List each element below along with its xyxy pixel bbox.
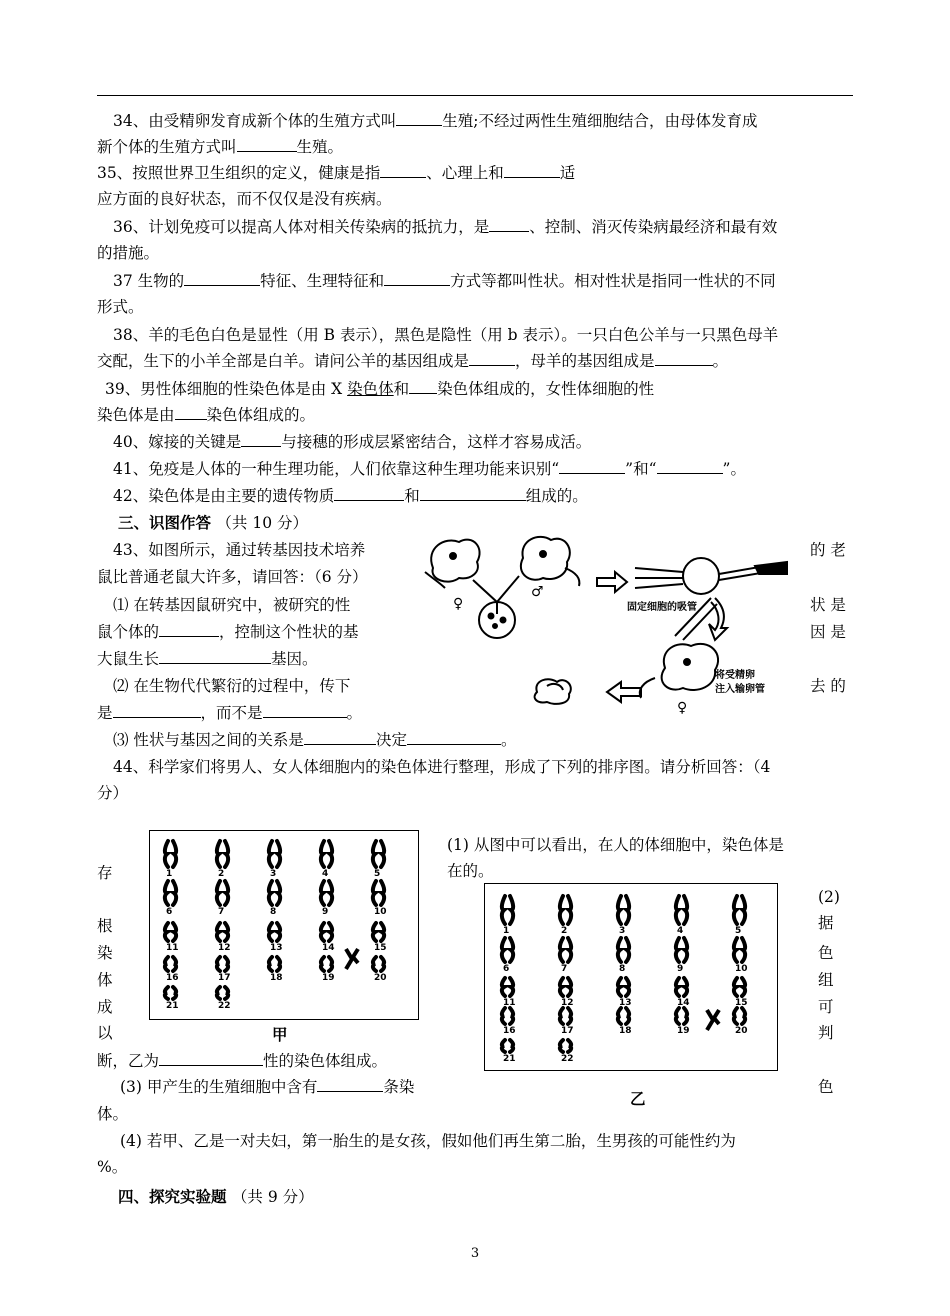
chromosome-number: 4 bbox=[677, 926, 684, 936]
chromosome-number: 16 bbox=[503, 1026, 516, 1036]
chromosome-number: 9 bbox=[322, 907, 329, 917]
q44-right-char-1: 色 bbox=[818, 944, 834, 962]
chromosome-number: 21 bbox=[503, 1054, 516, 1064]
q39-line1: 39、男性体细胞的性染色体是由 X 染色体和 染色体组成的，女性体细胞的性 bbox=[105, 380, 655, 398]
q43-l4: 鼠个体的 ，控制这个性状的基 bbox=[97, 623, 359, 641]
q44-p3-end: 体。 bbox=[97, 1105, 129, 1123]
chromosome-number: 2 bbox=[561, 926, 568, 936]
chromosome-pair bbox=[165, 987, 179, 1011]
chromosome-number: 19 bbox=[322, 973, 335, 983]
chromosome-number: 17 bbox=[561, 1026, 574, 1036]
chromosome-pair bbox=[734, 1008, 748, 1036]
sex-chromosomes bbox=[707, 1010, 719, 1030]
chromosome-number: 1 bbox=[166, 869, 173, 879]
male-symbol: ♂ bbox=[531, 584, 544, 600]
chromosome-pair bbox=[165, 881, 176, 917]
chromosome-number: 11 bbox=[503, 998, 516, 1008]
chromosome-pair bbox=[560, 1040, 574, 1064]
chromosome-pair bbox=[165, 923, 179, 953]
karyotype-jia bbox=[149, 830, 419, 1020]
label-jia: 甲 bbox=[272, 1025, 288, 1044]
chromosome-number: 15 bbox=[374, 943, 387, 953]
chromosome-number: 14 bbox=[322, 943, 335, 953]
section-4-title: 四、探究实验题 （共 9 分） bbox=[118, 1187, 314, 1206]
q38-line2: 交配，生下的小羊全部是白羊。请问公羊的基因组成是 ，母羊的基因组成是 。 bbox=[97, 352, 729, 370]
chromosome-pair bbox=[560, 1008, 574, 1036]
chromosome-pair bbox=[676, 1008, 690, 1036]
chromosome-pair bbox=[502, 978, 516, 1008]
q44-left-char-2: 根 bbox=[97, 917, 113, 935]
q44-left-char-5: 成 bbox=[97, 998, 113, 1016]
chromosome-number: 6 bbox=[503, 964, 510, 974]
q43-l1: 43、如图所示，通过转基因技术培养 bbox=[113, 541, 366, 559]
chromosome-number: 5 bbox=[735, 926, 742, 936]
q44-p4-end: %。 bbox=[97, 1158, 128, 1176]
chromosome-pair bbox=[502, 938, 513, 974]
chromosome-number: 7 bbox=[218, 907, 225, 917]
q44-left-char-6: 以 bbox=[97, 1024, 113, 1042]
q43-r6: 去 的 bbox=[810, 677, 846, 695]
label-yi: 乙 bbox=[630, 1089, 646, 1108]
q38-line1: 38、羊的毛色白色是显性（用 B 表示），黑色是隐性（用 b 表示）。一只白色公羊与一只黑色母羊 bbox=[113, 326, 779, 344]
chromosome-pair bbox=[165, 957, 179, 983]
q44-right-char-3: 可 bbox=[818, 998, 834, 1016]
chromosome-pair bbox=[676, 896, 687, 936]
sex-chromosomes bbox=[346, 949, 358, 969]
chromosome-number: 13 bbox=[619, 998, 632, 1008]
q44-p1a: (1) 从图中可以看出，在人的体细胞中，染色体是 bbox=[447, 836, 784, 854]
q44-p2: (2) bbox=[818, 888, 840, 906]
chromosome-number: 18 bbox=[619, 1026, 632, 1036]
chromosome-number: 8 bbox=[270, 907, 277, 917]
q43-l3: ⑴ 在转基因鼠研究中，被研究的性 bbox=[113, 596, 351, 614]
q43-r4: 因 是 bbox=[810, 623, 846, 641]
female-symbol-2: ♀ bbox=[677, 700, 688, 716]
chromosome-pair bbox=[373, 923, 387, 953]
chromosome-pair bbox=[560, 978, 574, 1008]
q44-right-char-0: 据 bbox=[818, 914, 834, 932]
chromosome-pair bbox=[676, 978, 690, 1008]
q44-l2: 分） bbox=[97, 784, 129, 802]
chromosome-number: 1 bbox=[503, 926, 510, 936]
chromosome-pair bbox=[217, 957, 231, 983]
chromosome-pair bbox=[321, 923, 335, 953]
q44-right-char-2: 组 bbox=[818, 971, 834, 989]
chromosome-number: 12 bbox=[218, 943, 231, 953]
header-rule bbox=[97, 95, 853, 96]
chromosome-number: 21 bbox=[166, 1001, 179, 1011]
chromosome-pair bbox=[217, 881, 228, 917]
chromosome-pair bbox=[373, 957, 387, 983]
chromosome-pair bbox=[321, 841, 332, 879]
q44-p2-end: 断，乙为 性的染色体组成。 bbox=[97, 1052, 388, 1070]
chromosome-pair bbox=[269, 923, 283, 953]
fig-label-inject: 将受精卵 bbox=[715, 670, 755, 681]
chromosome-pair bbox=[373, 881, 387, 917]
chromosome-pair bbox=[165, 841, 176, 879]
chromosome-pair bbox=[560, 896, 571, 936]
chromosome-number: 20 bbox=[374, 973, 387, 983]
q44-p4: (4) 若甲、乙是一对夫妇，第一胎生的是女孩，假如他们再生第二胎，生男孩的可能性约为 bbox=[120, 1132, 736, 1150]
chromosome-pair bbox=[734, 978, 748, 1008]
chromosome-pair bbox=[560, 938, 571, 974]
chromosome-pair bbox=[269, 881, 280, 917]
chromosome-pair bbox=[373, 841, 384, 879]
chromosome-pair bbox=[321, 881, 332, 917]
q44-left-char-0: 存 bbox=[97, 864, 113, 882]
chromosome-number: 3 bbox=[619, 926, 626, 936]
q43-l6: ⑵ 在生物代代繁衍的过程中，传下 bbox=[113, 677, 351, 695]
q44-right-char-4: 判 bbox=[818, 1024, 834, 1042]
chromosome-pair bbox=[618, 1008, 632, 1036]
chromosome-number: 20 bbox=[735, 1026, 748, 1036]
q42: 42、染色体是由主要的遗传物质 和 组成的。 bbox=[113, 487, 588, 505]
chromosome-pair bbox=[217, 987, 231, 1011]
q34-line2: 新个体的生殖方式叫 生殖。 bbox=[97, 138, 344, 156]
chromosome-number: 6 bbox=[166, 907, 173, 917]
q43-r3: 状 是 bbox=[810, 596, 846, 614]
transgenic-mouse-figure bbox=[415, 528, 807, 720]
chromosome-pair bbox=[734, 938, 748, 974]
chromosome-pair bbox=[502, 896, 513, 936]
chromosome-number: 16 bbox=[166, 973, 179, 983]
q37-line2: 形式。 bbox=[97, 298, 144, 316]
q37-line1: 37 生物的 特征、生理特征和 方式等都叫性状。相对性状是指同一性状的不同 bbox=[113, 272, 776, 290]
q44-p3-right: 色 bbox=[818, 1078, 834, 1096]
q43-l2: 鼠比普通老鼠大许多，请回答：（6 分） bbox=[97, 568, 368, 586]
chromosome-pair bbox=[502, 1040, 516, 1064]
q43-l7: 是 ，而不是 。 bbox=[97, 704, 363, 722]
chromosome-number: 5 bbox=[374, 869, 381, 879]
page-number: 3 bbox=[470, 1246, 480, 1261]
chromosome-pair bbox=[321, 957, 335, 983]
karyotype-jia-chromosomes bbox=[150, 831, 418, 1019]
fig-label-pipette: 固定细胞的吸管 bbox=[627, 602, 697, 613]
q34-line1: 34、由受精卵发育成新个体的生殖方式叫 生殖;不经过两性生殖细胞结合，由母体发育成 bbox=[113, 112, 758, 130]
q43-r1: 的 老 bbox=[810, 541, 846, 559]
q44-p1b: 在的。 bbox=[447, 862, 494, 880]
chromosome-number: 22 bbox=[218, 1001, 231, 1011]
q35-line2: 应方面的良好状态，而不仅仅是没有疾病。 bbox=[97, 190, 392, 208]
female-symbol: ♀ bbox=[453, 596, 464, 612]
q44-left-char-4: 体 bbox=[97, 971, 113, 989]
chromosome-number: 14 bbox=[677, 998, 690, 1008]
fig-label-inject-2: 注入输卵管 bbox=[715, 684, 765, 695]
q40: 40、嫁接的关键是 与接穗的形成层紧密结合，这样才容易成活。 bbox=[113, 433, 592, 451]
section-3-title: 三、识图作答 （共 10 分） bbox=[118, 513, 308, 532]
chromosome-pair bbox=[618, 978, 632, 1008]
chromosome-number: 7 bbox=[561, 964, 568, 974]
chromosome-pair bbox=[618, 938, 629, 974]
chromosome-pair bbox=[734, 896, 745, 936]
chromosome-number: 18 bbox=[270, 973, 283, 983]
q44-p3: (3) 甲产生的生殖细胞中含有 条染 bbox=[120, 1078, 415, 1096]
chromosome-number: 22 bbox=[561, 1054, 574, 1064]
q44-l1: 44、科学家们将男人、女人体细胞内的染色体进行整理，形成了下列的排序图。请分析回答：（4 bbox=[113, 758, 771, 776]
q44-left-char-3: 染 bbox=[97, 944, 113, 962]
chromosome-number: 15 bbox=[735, 998, 748, 1008]
chromosome-number: 13 bbox=[270, 943, 283, 953]
chromosome-number: 17 bbox=[218, 973, 231, 983]
chromosome-pair bbox=[269, 957, 283, 983]
karyotype-yi-chromosomes bbox=[485, 884, 777, 1070]
chromosome-pair bbox=[676, 938, 687, 974]
q39-line2: 染色体是由 染色体组成的。 bbox=[97, 406, 316, 424]
chromosome-number: 19 bbox=[677, 1026, 690, 1036]
karyotype-yi bbox=[484, 883, 778, 1071]
chromosome-number: 9 bbox=[677, 964, 684, 974]
q36-line2: 的措施。 bbox=[97, 244, 160, 262]
chromosome-number: 3 bbox=[270, 869, 277, 879]
q36-line1: 36、计划免疫可以提高人体对相关传染病的抵抗力，是 、控制、消灭传染病最经济和最有效 bbox=[113, 218, 778, 236]
q41: 41、免疫是人体的一种生理功能，人们依靠这种生理功能来识别“ ”和“ ”。 bbox=[113, 460, 746, 478]
chromosome-number: 10 bbox=[374, 907, 387, 917]
chromosome-number: 2 bbox=[218, 869, 225, 879]
chromosome-pair bbox=[618, 896, 629, 936]
chromosome-pair bbox=[269, 841, 280, 879]
chromosome-number: 11 bbox=[166, 943, 179, 953]
chromosome-number: 8 bbox=[619, 964, 626, 974]
chromosome-number: 12 bbox=[561, 998, 574, 1008]
q43-l8: ⑶ 性状与基因之间的关系是 决定 。 bbox=[113, 731, 517, 749]
q43-l5: 大鼠生长 基因。 bbox=[97, 650, 318, 668]
chromosome-number: 10 bbox=[735, 964, 748, 974]
chromosome-pair bbox=[502, 1008, 516, 1036]
chromosome-pair bbox=[217, 841, 228, 879]
chromosome-number: 4 bbox=[322, 869, 329, 879]
chromosome-pair bbox=[217, 923, 231, 953]
q35-line1: 35、按照世界卫生组织的定义，健康是指 、心理上和 适 bbox=[97, 164, 576, 182]
